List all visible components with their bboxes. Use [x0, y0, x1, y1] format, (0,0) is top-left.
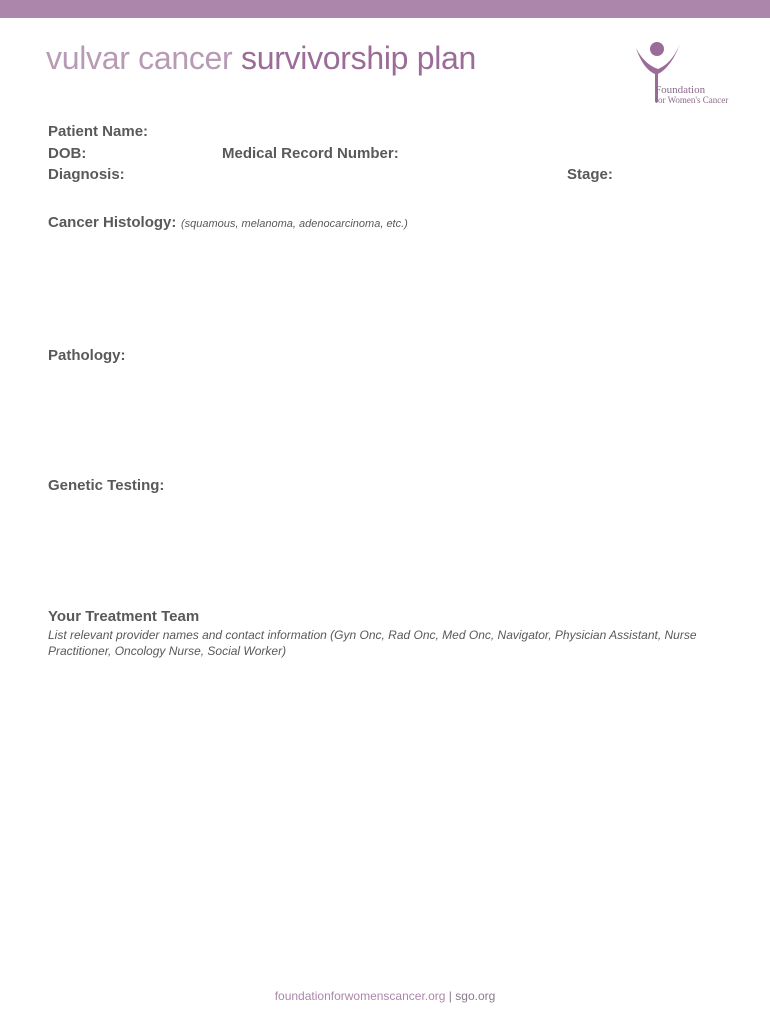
- title-bold-text: survivorship plan: [241, 40, 477, 76]
- histology-hint: (squamous, melanoma, adenocarcinoma, etc.): [181, 218, 408, 230]
- treatment-team-heading: Your Treatment Team: [48, 608, 200, 625]
- top-accent-bar: [0, 0, 770, 18]
- page-title: [46, 40, 476, 77]
- diagnosis-label: Diagnosis:: [48, 166, 125, 183]
- patient-name-label: Patient Name:: [48, 123, 149, 140]
- logo-line-1: Foundation: [655, 84, 706, 96]
- footer-link-sgo[interactable]: sgo.org: [455, 989, 496, 1003]
- genetic-testing-label: Genetic Testing:: [48, 477, 165, 494]
- stage-label: Stage:: [567, 166, 613, 183]
- logo-line-2: for Women's Cancer: [655, 95, 729, 105]
- pathology-label: Pathology:: [48, 347, 126, 364]
- footer-separator: |: [445, 989, 456, 1003]
- dob-label: DOB:: [48, 145, 87, 162]
- histology-label: Cancer Histology:: [48, 214, 177, 231]
- treatment-team-description: List relevant provider names and contact information (Gyn Onc, Rad Onc, Med Onc, Navigator, Physician Assistant, Nurse Practitioner, Oncology Nurse, Social Worker): [48, 628, 697, 658]
- title-light-text: vulvar cancer: [46, 40, 233, 76]
- foundation-logo: [628, 36, 738, 106]
- footer-link-foundation[interactable]: foundationforwomenscancer.org: [274, 989, 446, 1003]
- medical-record-number-label: Medical Record Number:: [222, 145, 399, 162]
- footer: [0, 989, 770, 1003]
